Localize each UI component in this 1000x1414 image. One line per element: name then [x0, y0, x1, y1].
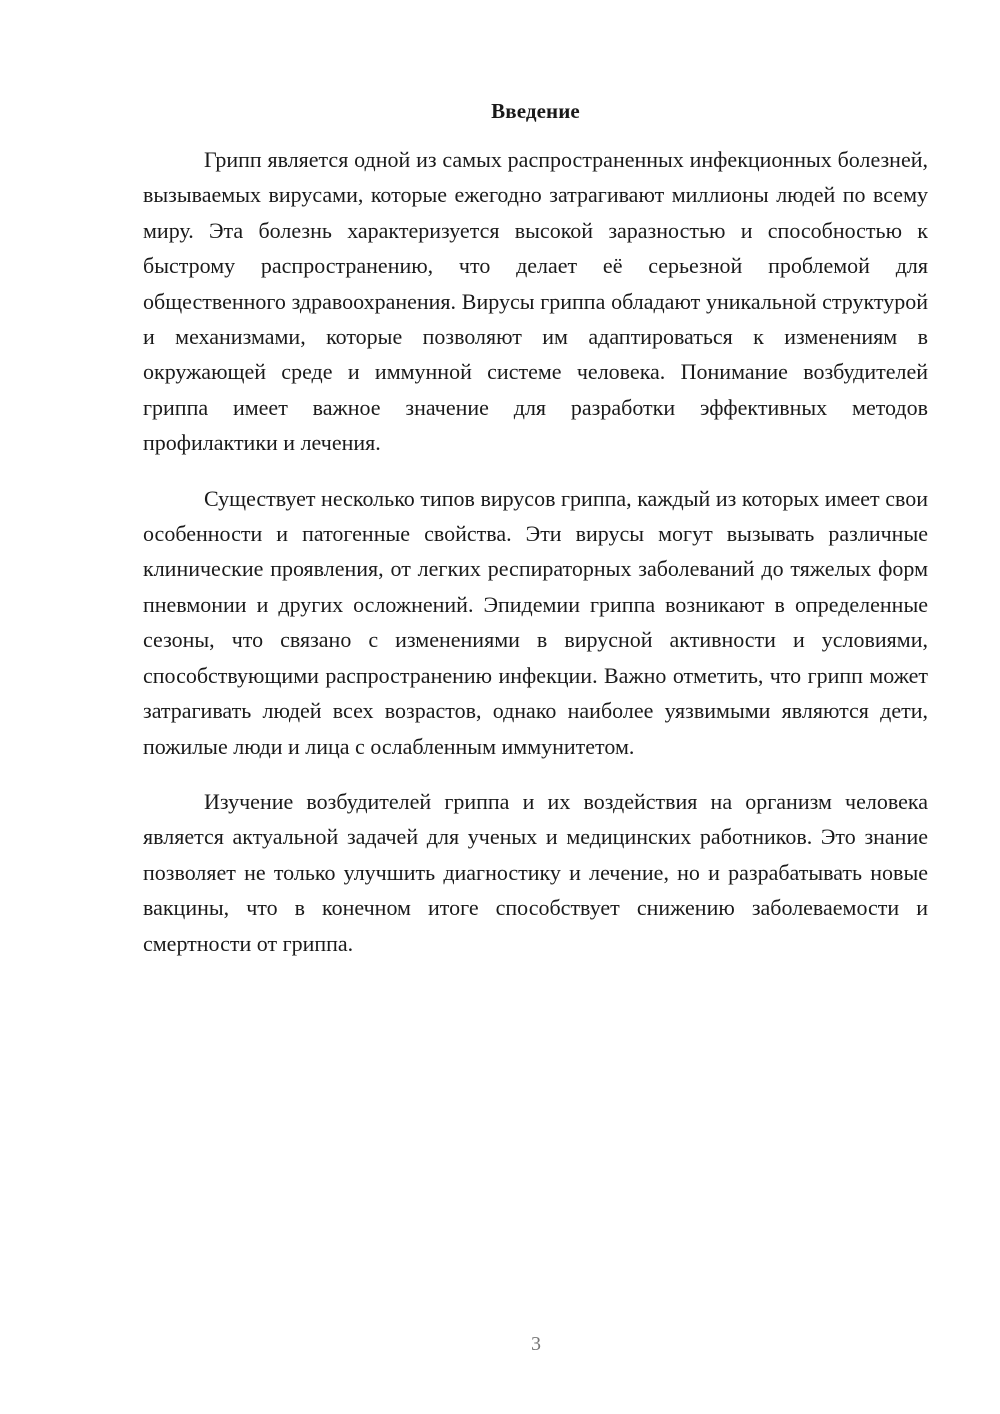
- page-content: [143, 96, 928, 981]
- page-number: 3: [531, 1333, 541, 1355]
- paragraph-1: Грипп является одной из самых распространенных инфекционных болезней, вызываемых вирусами, которые ежегодно затрагивают миллионы людей по всему миру. Эта болезнь характеризуется высокой заразностью и способностью к быстрому распространению, что делает её серьезной проблемой для общественного здравоохранения. Вирусы гриппа обладают уникальной структурой и механизмами, которые позволяют им адаптироваться к изменениям в окружающей среде и иммунной системе человека. Понимание возбудителей гриппа имеет важное значение для разработки эффективных методов профилактики и лечения.: [143, 147, 928, 456]
- paragraph-2: Существует несколько типов вирусов гриппа, каждый из которых имеет свои особенности и патогенные свойства. Эти вирусы могут вызывать различные клинические проявления, от легких респираторных заболеваний до тяжелых форм пневмонии и других осложнений. Эпидемии гриппа возникают в определенные сезоны, что связано с изменениями в вирусной активности и условиями, способствующими распространению инфекции. Важно отметить, что грипп может затрагивать людей всех возрастов, однако наиболее уязвимыми являются дети, пожилые люди и лица с ослабленным иммунитетом.: [143, 485, 928, 759]
- section-heading: Введение: [491, 99, 580, 123]
- paragraph-3: Изучение возбудителей гриппа и их воздействия на организм человека является актуальной задачей для ученых и медицинских работников. Это знание позволяет не только улучшить диагностику и лечение, но и разрабатывать новые вакцины, что в конечном итоге способствует снижению заболеваемости и смертности от гриппа.: [143, 788, 928, 956]
